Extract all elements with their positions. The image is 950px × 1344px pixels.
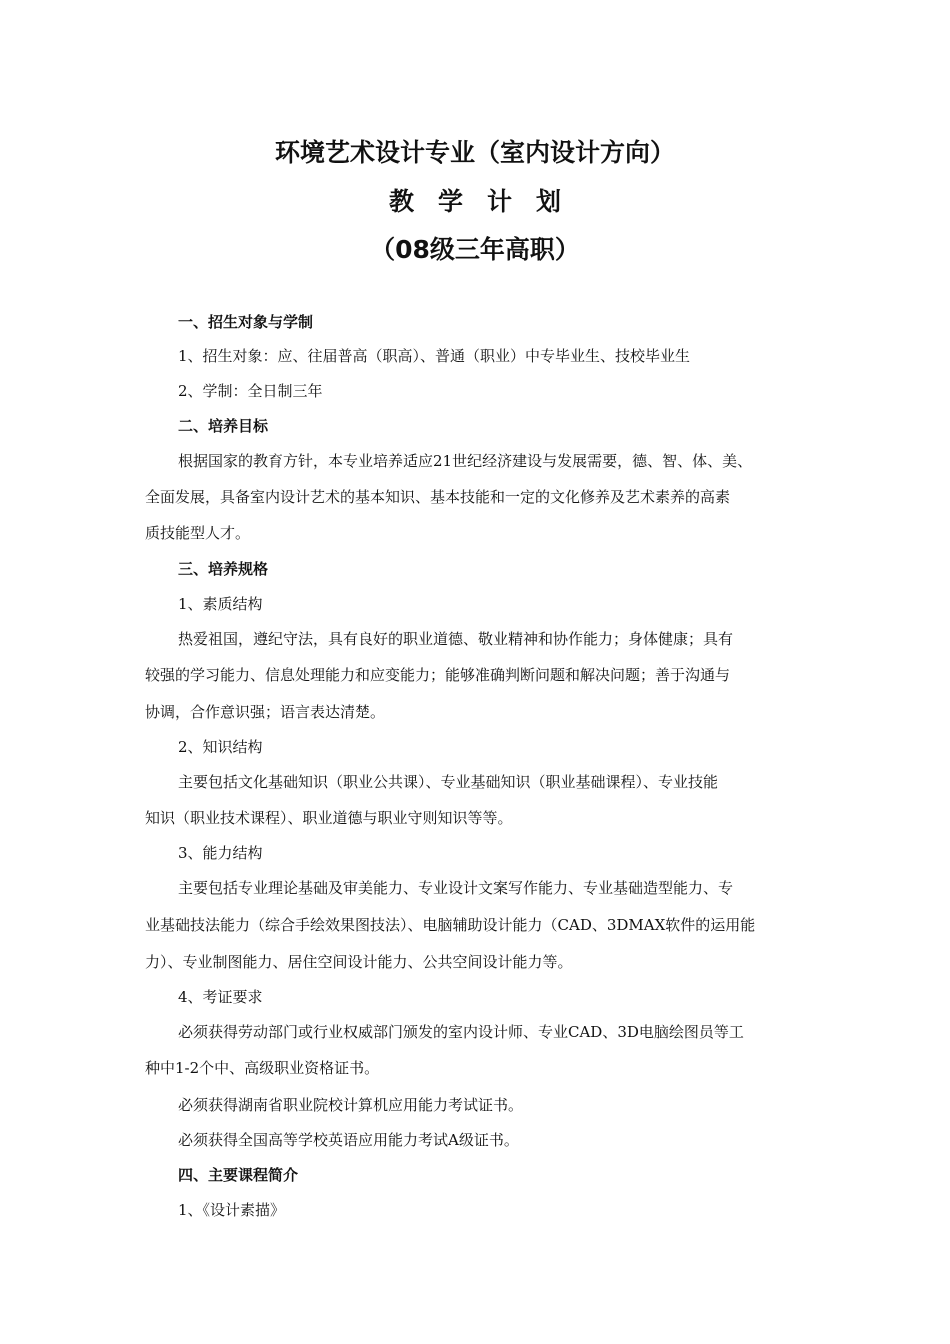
doc-subtitle: 教学计划 — [388, 187, 585, 216]
paragraph-line: 主要包括专业理论基础及审美能力、专业设计文案写作能力、专业基础造型能力、专 — [178, 879, 734, 897]
section-heading-goals: 二、培养目标 — [178, 417, 269, 435]
subsection-title: 3、能力结构 — [178, 844, 263, 862]
paragraph-line: 热爱祖国，遵纪守法，具有良好的职业道德、敬业精神和协作能力；身体健康；具有 — [178, 630, 734, 648]
subsection-title: 2、知识结构 — [178, 738, 263, 756]
paragraph-line: 知识（职业技术课程）、职业道德与职业守则知识等等。 — [145, 809, 513, 827]
course-item: 1、《设计素描》 — [178, 1201, 286, 1219]
doc-title: 环境艺术设计专业（室内设计方向） — [274, 138, 675, 167]
paragraph-line: 协调，合作意识强；语言表达清楚。 — [145, 703, 386, 721]
paragraph-line: 必须获得湖南省职业院校计算机应用能力考试证书。 — [178, 1096, 524, 1114]
paragraph-line: 业基础技法能力（综合手绘效果图技法）、电脑辅助设计能力（CAD、3DMAX软件的运用能 — [145, 916, 756, 934]
paragraph-line: 质技能型人才。 — [145, 524, 251, 542]
paragraph-line: 必须获得劳动部门或行业权威部门颁发的室内设计师、专业CAD、3D电脑绘图员等工 — [178, 1023, 744, 1041]
paragraph-line: 种中1-2个中、高级职业资格证书。 — [145, 1059, 380, 1077]
section-heading-specs: 三、培养规格 — [178, 560, 269, 578]
doc-grade-line: （08级三年高职） — [370, 235, 580, 264]
paragraph-line: 主要包括文化基础知识（职业公共课）、专业基础知识（职业基础课程）、专业技能 — [178, 773, 719, 791]
paragraph-line: 2、学制：全日制三年 — [178, 382, 323, 400]
paragraph-line: 较强的学习能力、信息处理能力和应变能力；能够准确判断问题和解决问题；善于沟通与 — [145, 666, 731, 684]
paragraph-line: 1、招生对象：应、往届普高（职高）、普通（职业）中专毕业生、技校毕业生 — [178, 347, 691, 365]
paragraph-line: 必须获得全国高等学校英语应用能力考试A级证书。 — [178, 1131, 519, 1149]
paragraph-line: 全面发展，具备室内设计艺术的基本知识、基本技能和一定的文化修养及艺术素养的高素 — [145, 488, 731, 506]
subsection-title: 4、考证要求 — [178, 988, 263, 1006]
paragraph-line: 根据国家的教育方针，本专业培养适应21世纪经济建设与发展需要，德、智、体、美、 — [178, 452, 753, 470]
subsection-title: 1、素质结构 — [178, 595, 263, 613]
section-heading-enrollment: 一、招生对象与学制 — [178, 313, 314, 331]
paragraph-line: 力）、专业制图能力、居住空间设计能力、公共空间设计能力等。 — [145, 953, 573, 971]
section-heading-courses: 四、主要课程简介 — [178, 1166, 299, 1184]
